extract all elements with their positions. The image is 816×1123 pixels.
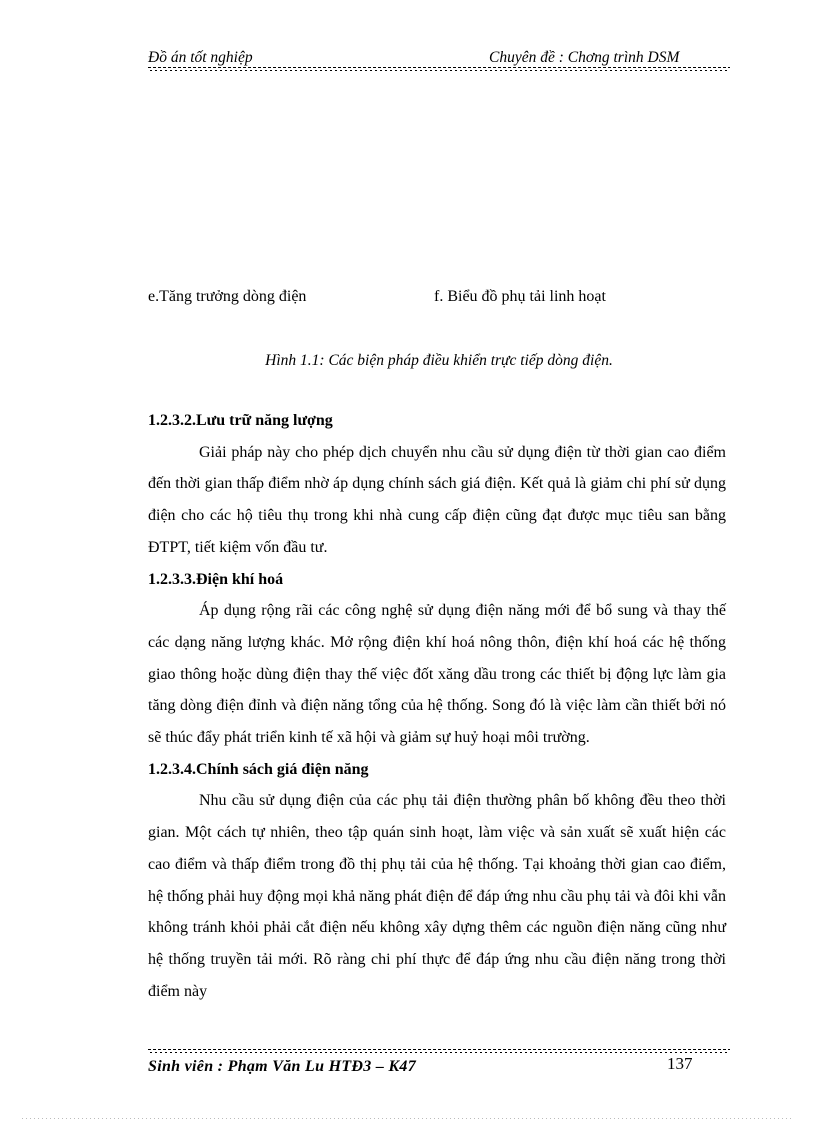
header-left: Đồ án tốt nghiệp xyxy=(148,49,253,66)
section-paragraph: Nhu cầu sử dụng điện của các phụ tải điện thường phân bố không đều theo thời gian. Một cách tự nhiên, theo tập quán sinh hoạt, làm việc và sản xuất sẽ xuất hiện các cao điểm và thấp điểm trong đồ thị phụ tải của hệ thống. Tại khoảng thời gian cao điểm, hệ thống phải huy động mọi khả năng phát điện để đáp ứng nhu cầu phụ tải và đôi khi vẫn không tránh khỏi phải cắt điện nếu không xây dựng thêm các nguồn điện năng cũng như hệ thống truyền tải mới. Rõ ràng chi phí thực để đáp ứng nhu cầu điện năng trong thời điểm này xyxy=(148,792,726,1000)
footer-student: Sinh viên : Phạm Văn Lu HTĐ3 – K47 xyxy=(148,1058,417,1075)
section-heading: 1.2.3.2.Lưu trữ năng lượng xyxy=(148,412,333,429)
figure-caption-e: e.Tăng trưởng dòng điện xyxy=(148,288,307,305)
main-content xyxy=(148,405,726,1007)
section-paragraph: Giải pháp này cho phép dịch chuyển nhu cầu sử dụng điện từ thời gian cao điểm đến thời gian thấp điểm nhờ áp dụng chính sách giá điện. Kết quả là giảm chi phí sử dụng điện cho các hộ tiêu thụ trong khi nhà cung cấp điện cũng đạt được mục tiêu san bằng ĐTPT, tiết kiệm vốn đầu tư. xyxy=(148,443,726,556)
page-number: 137 xyxy=(667,1054,693,1073)
page-edge-dots xyxy=(22,1118,794,1119)
section-paragraph: Áp dụng rộng rãi các công nghệ sử dụng điện năng mới để bổ sung và thay thế các dạng năng lượng khác. Mở rộng điện khí hoá nông thôn, điện khí hoá các hệ thống giao thông hoặc dùng điện thay thế việc đốt xăng dầu trong các thiết bị động lực làm gia tăng dòng điện đỉnh và điện năng tổng của hệ thống. Song đó là việc làm cần thiết bởi nó sẽ thúc đẩy phát triển kinh tế xã hội và giảm sự huỷ hoại môi trường. xyxy=(148,602,726,747)
footer-rule xyxy=(148,1049,730,1054)
header-right: Chuyên đề : Chơng trình DSM xyxy=(489,49,680,66)
figure-title: Hình 1.1: Các biện pháp điều khiển trực tiếp dòng điện. xyxy=(265,352,613,369)
section-heading: 1.2.3.4.Chính sách giá điện năng xyxy=(148,760,369,778)
figure-caption-f: f. Biểu đồ phụ tải linh hoạt xyxy=(434,288,606,305)
header-rule xyxy=(148,67,730,72)
section-heading: 1.2.3.3.Điện khí hoá xyxy=(148,570,284,588)
